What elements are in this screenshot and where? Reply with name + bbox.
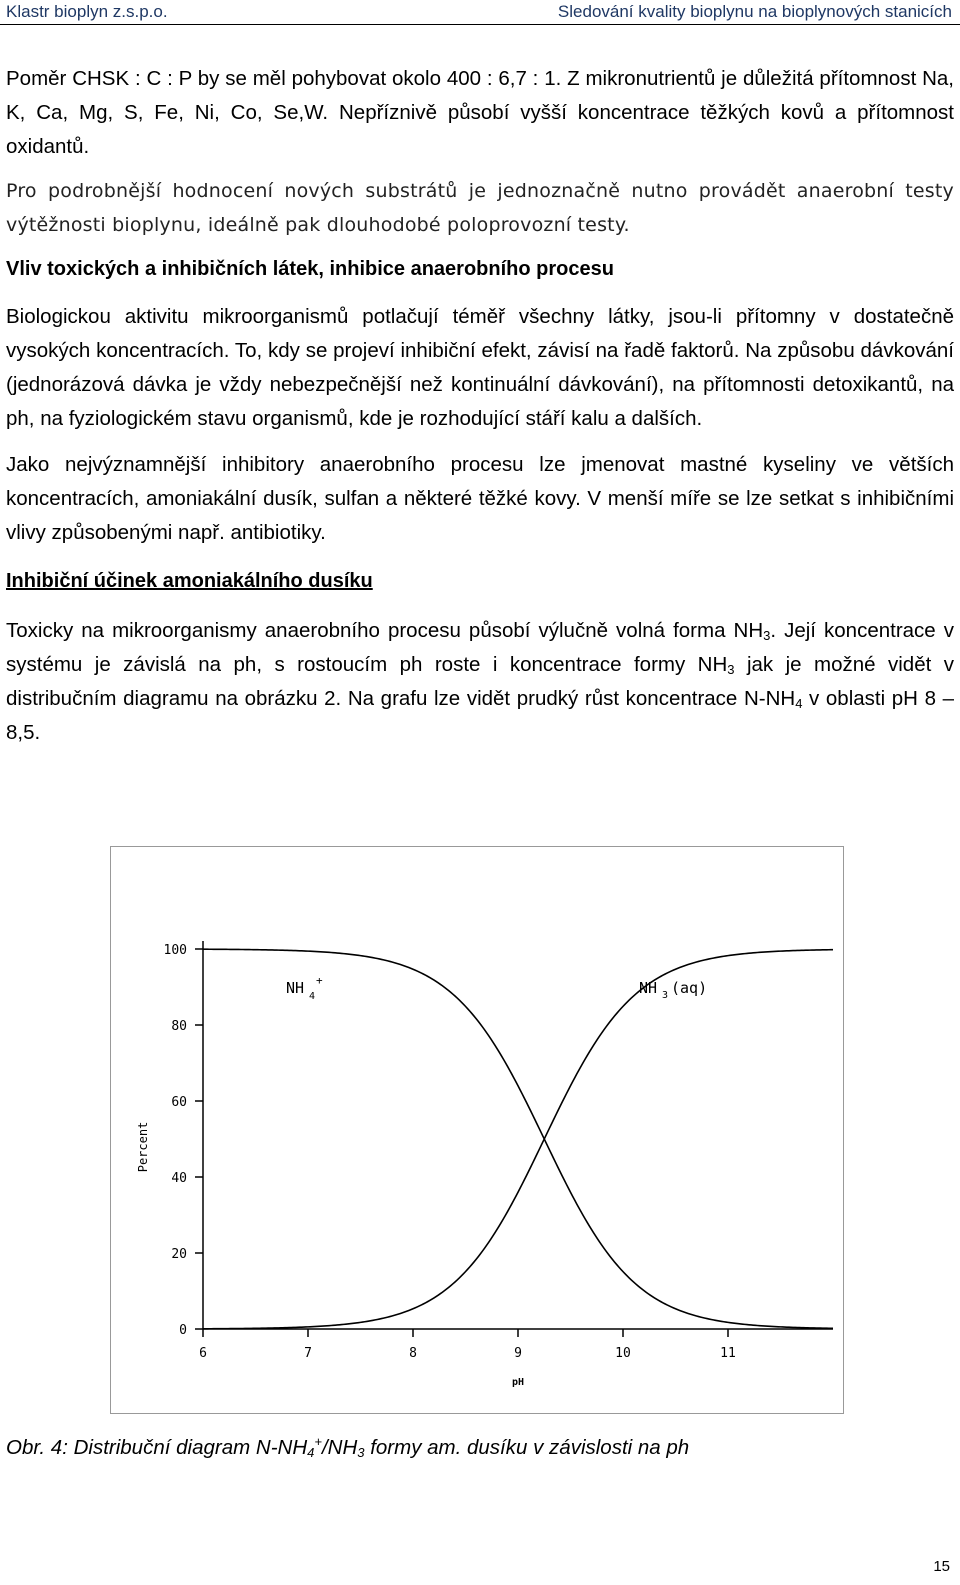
distribution-chart-svg	[111, 847, 843, 1413]
document-body	[6, 62, 954, 750]
nh4-curve	[203, 949, 833, 1328]
x-tick-label: 11	[720, 1346, 736, 1361]
caption-part-3: formy am. dusíku v závislosti na ph	[364, 1436, 690, 1459]
y-tick-label: 40	[171, 1171, 187, 1186]
page-header	[0, 0, 960, 26]
heading-toxic-substances: Vliv toxických a inhibičních látek, inhibice anaerobního procesu	[6, 258, 614, 280]
x-tick-label: 9	[514, 1346, 522, 1361]
caption-sub-3: 3	[357, 1445, 365, 1460]
x-tick-label: 7	[304, 1346, 312, 1361]
nh4-series-label-sub: 4	[309, 991, 316, 1002]
nh3-series-label-sub: 3	[662, 990, 669, 1001]
nh3-series-label: NH	[639, 979, 658, 997]
caption-part-2: /NH	[321, 1436, 358, 1459]
nh4-series-label: NH	[286, 979, 305, 997]
y-tick-label: 0	[179, 1323, 187, 1338]
caption-part-1: Obr. 4: Distribuční diagram N-NH	[6, 1436, 308, 1459]
figure-caption	[6, 1436, 689, 1460]
caption-sub-4: 4	[307, 1445, 315, 1460]
y-axis-label: Percent	[136, 1121, 150, 1173]
paragraph-ammonia-sub-2: 3	[727, 662, 735, 677]
header-org: Klastr bioplyn z.s.p.o.	[6, 2, 168, 21]
y-tick-label: 60	[171, 1095, 187, 1110]
page-number: 15	[933, 1558, 950, 1575]
distribution-chart	[110, 846, 844, 1414]
nh3-curve	[203, 950, 833, 1329]
caption-sup-plus: +	[314, 1434, 322, 1449]
nh3-series-label-tail: (aq)	[671, 979, 708, 997]
x-tick-label: 6	[199, 1346, 207, 1361]
y-tick-label: 20	[171, 1247, 187, 1262]
y-tick-label: 100	[163, 943, 187, 958]
paragraph-ammonia-part-4: v oblasti pH 8 – 8,5.	[6, 687, 954, 744]
paragraph-ammonia-part-2: . Její koncentrace v systému je závislá na ph, s rostoucím ph roste i koncentrace formy NH	[6, 619, 954, 676]
paragraph-inhibitors: Jako nejvýznamnější inhibitory anaerobního procesu lze jmenovat mastné kyseliny ve větších koncentracích, amoniakální dusík, sulfan a některé těžké kovy. V menší míře se lze setkat s inhibičními vlivy způsobenými např. antibiotiky.	[6, 453, 954, 544]
paragraph-ammonia	[6, 614, 954, 750]
paragraph-ammonia-sub-3: 4	[795, 696, 803, 711]
nh4-series-label-sup: +	[316, 974, 323, 987]
header-rule	[0, 24, 960, 25]
heading-ammonia-inhibition	[6, 564, 954, 598]
y-tick-label: 80	[171, 1019, 187, 1034]
paragraph-nutrients: Poměr CHSK : C : P by se měl pohybovat okolo 400 : 6,7 : 1. Z mikronutrientů je důležitá přítomnost Na, K, Ca, Mg, S, Fe, Ni, Co, Se,W. Nepříznivě působí vyšší koncentrace těžkých kovů a přítomnost oxidantů.	[6, 67, 954, 158]
x-tick-label: 10	[615, 1346, 631, 1361]
header-doc-title: Sledování kvality bioplynu na bioplynových stanicích	[557, 2, 952, 21]
x-tick-label: 8	[409, 1346, 417, 1361]
paragraph-tests: Pro podrobnější hodnocení nových substrátů je jednoznačně nutno provádět anaerobní testy výtěžnosti bioplynu, ideálně pak dlouhodobé poloprovozní testy.	[6, 180, 954, 236]
paragraph-ammonia-sub-1: 3	[763, 628, 771, 643]
heading-ammonia-inhibition-text: Inhibiční účinek amoniakálního dusíku	[6, 570, 373, 592]
paragraph-ammonia-part-3: jak je možné vidět v distribučním diagramu na obrázku 2. Na grafu lze vidět prudký růst koncentrace N-NH	[6, 653, 954, 710]
x-axis-label: pH	[511, 1377, 525, 1388]
paragraph-biological-activity: Biologickou aktivitu mikroorganismů potlačují téměř všechny látky, jsou-li přítomny v dostatečně vysokých koncentracích. To, kdy se projeví inhibiční efekt, závisí na řadě faktorů. Na způsobu dávkování (jednorázová dávka je vždy nebezpečnější než kontinuální dávkování), na přítomnosti detoxikantů, na ph, na fyziologickém stavu organismů, kde je rozhodující stáří kalu a dalších.	[6, 305, 954, 430]
paragraph-ammonia-part-1: Toxicky na mikroorganismy anaerobního procesu působí výlučně volná forma NH	[6, 619, 764, 642]
